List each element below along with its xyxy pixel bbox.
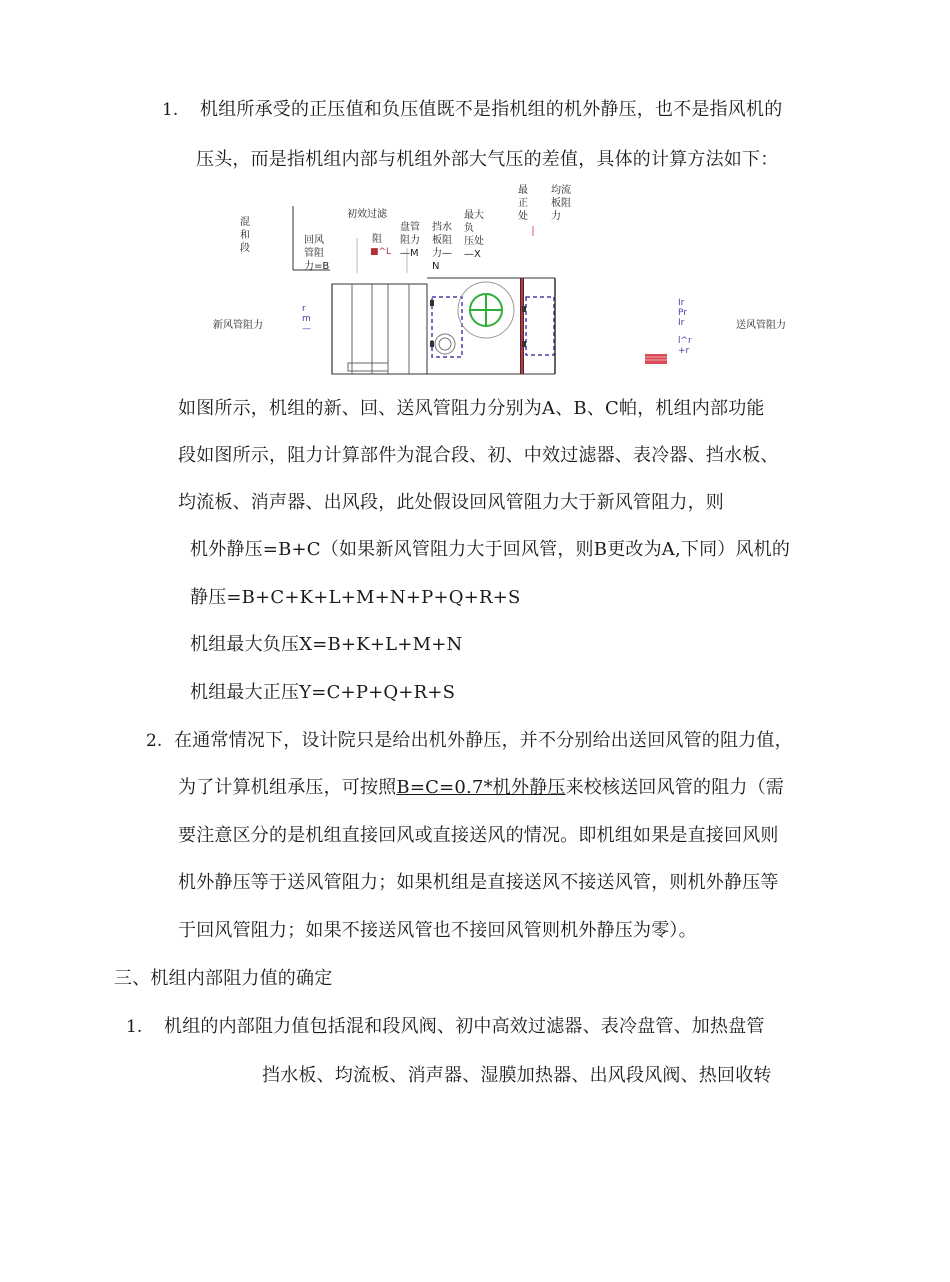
label-uniform-plate: 均流 板阻 力 xyxy=(551,185,571,222)
label-max-negative: 最大 负 压处 —X xyxy=(464,210,484,260)
label-rm: r m — xyxy=(302,304,311,334)
item1-line1: 机组所承受的正压值和负压值既不是指机组的机外静压，也不是指风机的 xyxy=(200,99,783,120)
supply-duct-marker xyxy=(645,354,667,364)
motor-icon xyxy=(435,334,455,354)
item3-line1: 机组的内部阻力值包括混和段风阀、初中高效过滤器、表冷盘管、加热盘管 xyxy=(164,1016,765,1037)
air-handling-unit-diagram xyxy=(200,178,800,383)
formula-max-positive: 机组最大正压Y=C+P+Q+R+S xyxy=(190,682,456,703)
item2-line2 xyxy=(178,776,784,800)
label-primary-filter: 初效过滤 xyxy=(347,209,387,220)
item2-line5: 于回风管阻力；如果不接送风管也不接回风管则机外静压为零）。 xyxy=(178,920,697,941)
label-return-duct-resistance: 回风 管阻 力=B xyxy=(304,235,330,272)
item1-line2: 压头，而是指机组内部与机组外部大气压的差值，具体的计算方法如下： xyxy=(196,149,779,170)
label-max-positive: 最 正 处 xyxy=(518,185,528,222)
outlet-dashed-box xyxy=(526,297,554,355)
para1-line1: 如图所示，机组的新、回、送风管阻力分别为A、B、C帕，机组内部功能 xyxy=(178,398,765,419)
label-resistance: 阻 xyxy=(372,234,382,245)
para1-line3: 均流板、消声器、出风段，此处假设回风管阻力大于新风管阻力，则 xyxy=(178,492,724,513)
ahu-schematic xyxy=(200,178,800,383)
list-number-1: 1. xyxy=(162,100,179,120)
item3-line2: 挡水板、均流板、消声器、湿膜加热器、出风段风阀、热回收转 xyxy=(262,1065,772,1086)
item2-line4: 机外静压等于送风管阻力；如果机组是直接送风不接送风管，则机外静压等 xyxy=(178,872,779,893)
section3-heading: 三、机组内部阻力值的确定 xyxy=(114,968,333,989)
label-eliminator-resistance: 挡水 板阻 力— N xyxy=(432,222,452,272)
label-ir: Ir Pr Ir xyxy=(678,298,687,328)
list-number-2: 2. xyxy=(146,731,163,751)
label-supply-duct-resistance: 送风管阻力 xyxy=(736,320,786,331)
list-number-3: 1. xyxy=(126,1017,143,1037)
label-ir2: l^r +r xyxy=(678,336,692,356)
formula-max-negative: 机组最大负压X=B+K+L+M+N xyxy=(190,634,463,655)
label-resistance-k: ■^L xyxy=(370,247,392,257)
para1-line2: 段如图所示，阻力计算部件为混合段、初、中效过滤器、表冷器、挡水板、 xyxy=(178,445,779,466)
item2-line1: 在通常情况下，设计院只是给出机外静压，并不分别给出送回风管的阻力值， xyxy=(174,730,793,751)
label-mixing-section: 混 和 段 xyxy=(240,217,250,254)
filter-dashed-box xyxy=(432,297,462,357)
formula-b-c-ratio: B=C=0.7*机外静压 xyxy=(396,777,566,798)
item2-line2-pre: 为了计算机组承压，可按照 xyxy=(178,777,397,798)
formula-fan-static: 静压=B+C+K+L+M+N+P+Q+R+S xyxy=(190,587,521,608)
mixing-section-box xyxy=(332,284,427,374)
item2-line2-post: 来校核送回风管的阻力（需 xyxy=(565,777,785,798)
item2-line3: 要注意区分的是机组直接回风或直接送风的情况。即机组如果是直接回风则 xyxy=(178,825,779,846)
label-coil-resistance: 盘管 阻力 —M xyxy=(400,222,420,259)
formula-external-static: 机外静压=B+C（如果新风管阻力大于回风管，则B更改为A,下同）风机的 xyxy=(190,539,791,560)
label-fresh-duct-resistance: 新风管阻力 xyxy=(213,320,263,331)
